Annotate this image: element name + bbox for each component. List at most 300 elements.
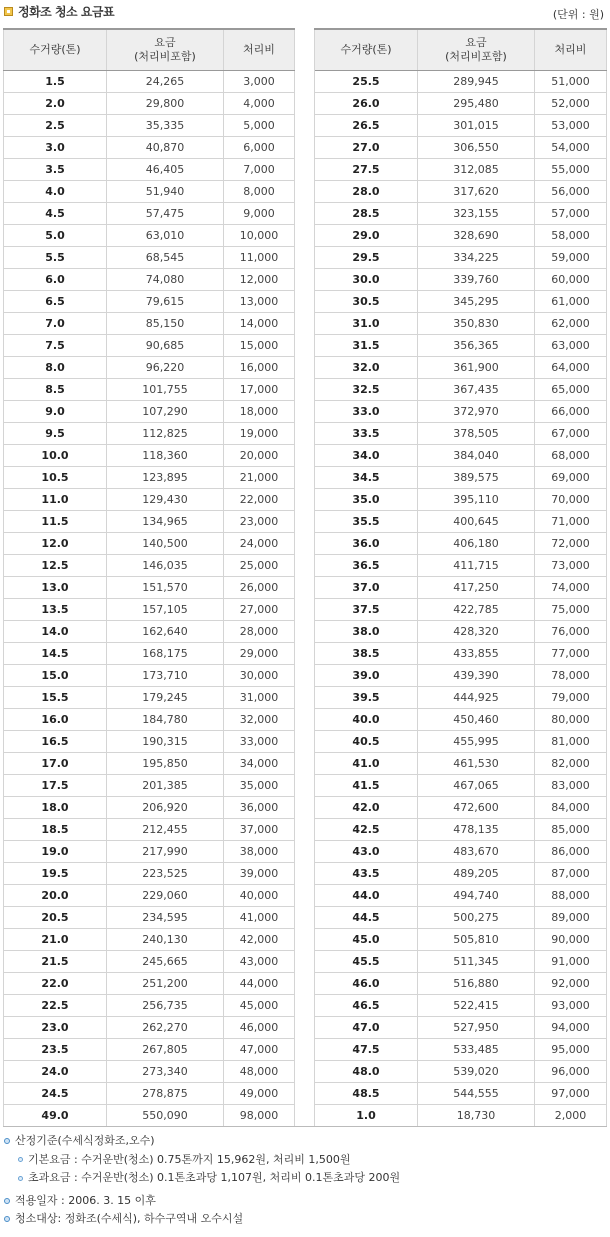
fee-cell: 212,455 — [107, 819, 224, 841]
table-row — [4, 313, 607, 335]
disposal-cell: 21,000 — [224, 467, 295, 489]
volume-cell: 11.5 — [4, 511, 107, 533]
fee-cell: 312,085 — [418, 159, 535, 181]
column-gap — [295, 335, 315, 357]
volume-cell: 24.0 — [4, 1061, 107, 1083]
fee-cell: 74,080 — [107, 269, 224, 291]
volume-cell: 24.5 — [4, 1083, 107, 1105]
column-gap — [295, 1083, 315, 1105]
fee-cell: 245,665 — [107, 951, 224, 973]
disposal-cell: 13,000 — [224, 291, 295, 313]
volume-cell: 44.5 — [315, 907, 418, 929]
volume-cell: 16.0 — [4, 709, 107, 731]
disposal-cell: 56,000 — [535, 181, 607, 203]
fee-cell: 372,970 — [418, 401, 535, 423]
volume-cell: 32.5 — [315, 379, 418, 401]
note-basic-fee-text: 기본요금 : 수거운반(청소) 0.75톤까지 15,962원, 처리비 1,500원 — [28, 1152, 351, 1166]
fee-cell: 223,525 — [107, 863, 224, 885]
fee-cell: 522,415 — [418, 995, 535, 1017]
disposal-cell: 57,000 — [535, 203, 607, 225]
fee-cell: 422,785 — [418, 599, 535, 621]
header-volume-right: 수거량(톤) — [315, 29, 418, 71]
header-fee-line1: 요금 — [154, 36, 176, 49]
column-gap — [295, 313, 315, 335]
disposal-cell: 51,000 — [535, 71, 607, 93]
table-row — [4, 885, 607, 907]
fee-cell: 489,205 — [418, 863, 535, 885]
volume-cell: 8.0 — [4, 357, 107, 379]
fee-cell: 140,500 — [107, 533, 224, 555]
volume-cell: 32.0 — [315, 357, 418, 379]
volume-cell: 43.0 — [315, 841, 418, 863]
column-gap — [295, 709, 315, 731]
volume-cell: 39.5 — [315, 687, 418, 709]
disposal-cell: 60,000 — [535, 269, 607, 291]
fee-cell: 40,870 — [107, 137, 224, 159]
volume-cell: 17.5 — [4, 775, 107, 797]
column-gap — [295, 599, 315, 621]
volume-cell: 20.0 — [4, 885, 107, 907]
volume-cell: 43.5 — [315, 863, 418, 885]
fee-cell: 345,295 — [418, 291, 535, 313]
sub-bullet-icon — [18, 1176, 23, 1181]
column-gap — [295, 401, 315, 423]
disposal-cell: 52,000 — [535, 93, 607, 115]
volume-cell: 33.5 — [315, 423, 418, 445]
table-row — [4, 489, 607, 511]
disposal-cell: 3,000 — [224, 71, 295, 93]
volume-cell: 1.0 — [315, 1105, 418, 1127]
disposal-cell: 92,000 — [535, 973, 607, 995]
disposal-cell: 23,000 — [224, 511, 295, 533]
fee-cell: 406,180 — [418, 533, 535, 555]
table-row — [4, 1061, 607, 1083]
table-row — [4, 951, 607, 973]
disposal-cell: 69,000 — [535, 467, 607, 489]
disposal-cell: 9,000 — [224, 203, 295, 225]
column-gap — [295, 973, 315, 995]
title-bullet-icon — [4, 7, 13, 16]
table-row — [4, 511, 607, 533]
disposal-cell: 40,000 — [224, 885, 295, 907]
fee-cell: 179,245 — [107, 687, 224, 709]
disposal-cell: 28,000 — [224, 621, 295, 643]
fee-cell: 301,015 — [418, 115, 535, 137]
disposal-cell: 33,000 — [224, 731, 295, 753]
volume-cell: 34.0 — [315, 445, 418, 467]
column-gap — [295, 225, 315, 247]
fee-cell: 146,035 — [107, 555, 224, 577]
bullet-icon — [4, 1216, 10, 1222]
header-fee-right — [418, 29, 535, 71]
table-row — [4, 797, 607, 819]
disposal-cell: 79,000 — [535, 687, 607, 709]
table-row — [4, 621, 607, 643]
volume-cell: 10.5 — [4, 467, 107, 489]
disposal-cell: 11,000 — [224, 247, 295, 269]
note-basis — [4, 1132, 400, 1151]
fee-cell: 206,920 — [107, 797, 224, 819]
fee-cell: 57,475 — [107, 203, 224, 225]
volume-cell: 45.0 — [315, 929, 418, 951]
disposal-cell: 24,000 — [224, 533, 295, 555]
table-row — [4, 995, 607, 1017]
volume-cell: 28.0 — [315, 181, 418, 203]
disposal-cell: 34,000 — [224, 753, 295, 775]
fee-cell: 129,430 — [107, 489, 224, 511]
disposal-cell: 25,000 — [224, 555, 295, 577]
disposal-cell: 61,000 — [535, 291, 607, 313]
disposal-cell: 76,000 — [535, 621, 607, 643]
column-gap — [295, 687, 315, 709]
column-gap — [295, 511, 315, 533]
volume-cell: 36.0 — [315, 533, 418, 555]
fee-cell: 195,850 — [107, 753, 224, 775]
volume-cell: 13.5 — [4, 599, 107, 621]
fee-cell: 516,880 — [418, 973, 535, 995]
fee-cell: 478,135 — [418, 819, 535, 841]
disposal-cell: 22,000 — [224, 489, 295, 511]
volume-cell: 21.0 — [4, 929, 107, 951]
table-row — [4, 753, 607, 775]
column-gap — [295, 29, 315, 71]
column-gap — [295, 951, 315, 973]
volume-cell: 37.5 — [315, 599, 418, 621]
column-gap — [295, 885, 315, 907]
header-fee-left — [107, 29, 224, 71]
column-gap — [295, 269, 315, 291]
volume-cell: 19.5 — [4, 863, 107, 885]
volume-cell: 1.5 — [4, 71, 107, 93]
column-gap — [295, 1039, 315, 1061]
volume-cell: 42.0 — [315, 797, 418, 819]
fee-cell: 168,175 — [107, 643, 224, 665]
column-gap — [295, 203, 315, 225]
disposal-cell: 72,000 — [535, 533, 607, 555]
note-basic-fee — [4, 1151, 400, 1170]
column-gap — [295, 71, 315, 93]
table-row — [4, 973, 607, 995]
table-row — [4, 357, 607, 379]
volume-cell: 25.5 — [315, 71, 418, 93]
column-gap — [295, 533, 315, 555]
volume-cell: 22.0 — [4, 973, 107, 995]
disposal-cell: 18,000 — [224, 401, 295, 423]
fee-cell: 367,435 — [418, 379, 535, 401]
volume-cell: 14.0 — [4, 621, 107, 643]
table-row — [4, 599, 607, 621]
disposal-cell: 58,000 — [535, 225, 607, 247]
volume-cell: 48.0 — [315, 1061, 418, 1083]
fee-cell: 334,225 — [418, 247, 535, 269]
table-header-row — [4, 29, 607, 71]
disposal-cell: 15,000 — [224, 335, 295, 357]
disposal-cell: 29,000 — [224, 643, 295, 665]
volume-cell: 27.5 — [315, 159, 418, 181]
volume-cell: 44.0 — [315, 885, 418, 907]
disposal-cell: 45,000 — [224, 995, 295, 1017]
volume-cell: 4.0 — [4, 181, 107, 203]
fee-cell: 101,755 — [107, 379, 224, 401]
disposal-cell: 74,000 — [535, 577, 607, 599]
volume-cell: 23.0 — [4, 1017, 107, 1039]
column-gap — [295, 379, 315, 401]
table-row — [4, 159, 607, 181]
disposal-cell: 94,000 — [535, 1017, 607, 1039]
fee-cell: 90,685 — [107, 335, 224, 357]
volume-cell: 34.5 — [315, 467, 418, 489]
disposal-cell: 96,000 — [535, 1061, 607, 1083]
fee-cell: 450,460 — [418, 709, 535, 731]
fee-cell: 428,320 — [418, 621, 535, 643]
volume-cell: 46.5 — [315, 995, 418, 1017]
table-row — [4, 1039, 607, 1061]
table-row — [4, 137, 607, 159]
volume-cell: 15.5 — [4, 687, 107, 709]
volume-cell: 12.0 — [4, 533, 107, 555]
column-gap — [295, 159, 315, 181]
volume-cell: 14.5 — [4, 643, 107, 665]
disposal-cell: 62,000 — [535, 313, 607, 335]
title-bar — [4, 3, 114, 19]
fee-cell: 107,290 — [107, 401, 224, 423]
table-row — [4, 269, 607, 291]
volume-cell: 29.0 — [315, 225, 418, 247]
volume-cell: 26.5 — [315, 115, 418, 137]
page-title: 정화조 청소 요금표 — [18, 4, 115, 19]
fee-cell: 112,825 — [107, 423, 224, 445]
disposal-cell: 20,000 — [224, 445, 295, 467]
fee-cell: 118,360 — [107, 445, 224, 467]
volume-cell: 33.0 — [315, 401, 418, 423]
disposal-cell: 89,000 — [535, 907, 607, 929]
column-gap — [295, 929, 315, 951]
table-row — [4, 335, 607, 357]
volume-cell: 9.5 — [4, 423, 107, 445]
fee-cell: 350,830 — [418, 313, 535, 335]
column-gap — [295, 1061, 315, 1083]
fee-table — [3, 28, 607, 1127]
fee-cell: 467,065 — [418, 775, 535, 797]
disposal-cell: 37,000 — [224, 819, 295, 841]
table-row — [4, 533, 607, 555]
volume-cell: 3.5 — [4, 159, 107, 181]
disposal-cell: 68,000 — [535, 445, 607, 467]
fee-cell: 295,480 — [418, 93, 535, 115]
disposal-cell: 46,000 — [224, 1017, 295, 1039]
disposal-cell: 71,000 — [535, 511, 607, 533]
fee-cell: 162,640 — [107, 621, 224, 643]
table-row — [4, 247, 607, 269]
disposal-cell: 82,000 — [535, 753, 607, 775]
disposal-cell: 81,000 — [535, 731, 607, 753]
disposal-cell: 85,000 — [535, 819, 607, 841]
fee-cell: 533,485 — [418, 1039, 535, 1061]
fee-cell: 35,335 — [107, 115, 224, 137]
volume-cell: 30.0 — [315, 269, 418, 291]
fee-cell: 472,600 — [418, 797, 535, 819]
disposal-cell: 77,000 — [535, 643, 607, 665]
disposal-cell: 49,000 — [224, 1083, 295, 1105]
sub-bullet-icon — [18, 1157, 23, 1162]
disposal-cell: 87,000 — [535, 863, 607, 885]
disposal-cell: 75,000 — [535, 599, 607, 621]
volume-cell: 6.5 — [4, 291, 107, 313]
fee-cell: 505,810 — [418, 929, 535, 951]
table-row — [4, 401, 607, 423]
table-row — [4, 93, 607, 115]
header-fee-line2: (처리비포함) — [445, 50, 507, 63]
column-gap — [295, 621, 315, 643]
note-target — [4, 1210, 400, 1229]
column-gap — [295, 753, 315, 775]
fee-cell: 85,150 — [107, 313, 224, 335]
fee-cell: 389,575 — [418, 467, 535, 489]
fee-cell: 411,715 — [418, 555, 535, 577]
volume-cell: 40.0 — [315, 709, 418, 731]
volume-cell: 29.5 — [315, 247, 418, 269]
table-row — [4, 467, 607, 489]
volume-cell: 41.0 — [315, 753, 418, 775]
fee-cell: 384,040 — [418, 445, 535, 467]
header-fee-line2: (처리비포함) — [134, 50, 196, 63]
column-gap — [295, 423, 315, 445]
table-row — [4, 819, 607, 841]
volume-cell: 31.5 — [315, 335, 418, 357]
disposal-cell: 27,000 — [224, 599, 295, 621]
column-gap — [295, 467, 315, 489]
column-gap — [295, 731, 315, 753]
fee-cell: 157,105 — [107, 599, 224, 621]
table-row — [4, 643, 607, 665]
disposal-cell: 91,000 — [535, 951, 607, 973]
column-gap — [295, 577, 315, 599]
header-volume-left: 수거량(톤) — [4, 29, 107, 71]
table-row — [4, 907, 607, 929]
volume-cell: 7.0 — [4, 313, 107, 335]
column-gap — [295, 489, 315, 511]
table-row — [4, 665, 607, 687]
disposal-cell: 86,000 — [535, 841, 607, 863]
note-effective-date-text: 적용일자 : 2006. 3. 15 이후 — [15, 1193, 156, 1207]
volume-cell: 15.0 — [4, 665, 107, 687]
column-gap — [295, 665, 315, 687]
column-gap — [295, 93, 315, 115]
table-row — [4, 445, 607, 467]
volume-cell: 7.5 — [4, 335, 107, 357]
volume-cell: 21.5 — [4, 951, 107, 973]
fee-cell: 151,570 — [107, 577, 224, 599]
column-gap — [295, 357, 315, 379]
volume-cell: 5.5 — [4, 247, 107, 269]
volume-cell: 41.5 — [315, 775, 418, 797]
volume-cell: 20.5 — [4, 907, 107, 929]
table-row — [4, 203, 607, 225]
volume-cell: 13.0 — [4, 577, 107, 599]
disposal-cell: 19,000 — [224, 423, 295, 445]
fee-cell: 306,550 — [418, 137, 535, 159]
disposal-cell: 6,000 — [224, 137, 295, 159]
table-row — [4, 775, 607, 797]
column-gap — [295, 247, 315, 269]
volume-cell: 2.0 — [4, 93, 107, 115]
disposal-cell: 41,000 — [224, 907, 295, 929]
disposal-cell: 10,000 — [224, 225, 295, 247]
fee-cell: 201,385 — [107, 775, 224, 797]
fee-cell: 444,925 — [418, 687, 535, 709]
disposal-cell: 83,000 — [535, 775, 607, 797]
disposal-cell: 12,000 — [224, 269, 295, 291]
table-row — [4, 225, 607, 247]
table-row — [4, 1083, 607, 1105]
disposal-cell: 16,000 — [224, 357, 295, 379]
disposal-cell: 35,000 — [224, 775, 295, 797]
note-excess-fee-text: 초과요금 : 수거운반(청소) 0.1톤초과당 1,107원, 처리비 0.1톤초과당 200원 — [28, 1171, 401, 1184]
disposal-cell: 73,000 — [535, 555, 607, 577]
volume-cell: 16.5 — [4, 731, 107, 753]
disposal-cell: 93,000 — [535, 995, 607, 1017]
volume-cell: 9.0 — [4, 401, 107, 423]
disposal-cell: 67,000 — [535, 423, 607, 445]
fee-cell: 262,270 — [107, 1017, 224, 1039]
column-gap — [295, 555, 315, 577]
volume-cell: 47.0 — [315, 1017, 418, 1039]
volume-cell: 36.5 — [315, 555, 418, 577]
volume-cell: 27.0 — [315, 137, 418, 159]
volume-cell: 23.5 — [4, 1039, 107, 1061]
table-row — [4, 379, 607, 401]
fee-cell: 494,740 — [418, 885, 535, 907]
column-gap — [295, 819, 315, 841]
fee-cell: 234,595 — [107, 907, 224, 929]
volume-cell: 28.5 — [315, 203, 418, 225]
table-row — [4, 423, 607, 445]
disposal-cell: 66,000 — [535, 401, 607, 423]
disposal-cell: 17,000 — [224, 379, 295, 401]
fee-cell: 378,505 — [418, 423, 535, 445]
volume-cell: 47.5 — [315, 1039, 418, 1061]
disposal-cell: 53,000 — [535, 115, 607, 137]
volume-cell: 49.0 — [4, 1105, 107, 1127]
column-gap — [295, 445, 315, 467]
disposal-cell: 63,000 — [535, 335, 607, 357]
volume-cell: 2.5 — [4, 115, 107, 137]
column-gap — [295, 841, 315, 863]
column-gap — [295, 181, 315, 203]
disposal-cell: 8,000 — [224, 181, 295, 203]
disposal-cell: 4,000 — [224, 93, 295, 115]
fee-cell: 229,060 — [107, 885, 224, 907]
fee-cell: 217,990 — [107, 841, 224, 863]
fee-cell: 500,275 — [418, 907, 535, 929]
column-gap — [295, 1105, 315, 1127]
column-gap — [295, 643, 315, 665]
volume-cell: 46.0 — [315, 973, 418, 995]
volume-cell: 35.0 — [315, 489, 418, 511]
fee-cell: 278,875 — [107, 1083, 224, 1105]
volume-cell: 30.5 — [315, 291, 418, 313]
disposal-cell: 39,000 — [224, 863, 295, 885]
fee-cell: 527,950 — [418, 1017, 535, 1039]
volume-cell: 38.0 — [315, 621, 418, 643]
column-gap — [295, 775, 315, 797]
fee-cell: 68,545 — [107, 247, 224, 269]
disposal-cell: 70,000 — [535, 489, 607, 511]
volume-cell: 40.5 — [315, 731, 418, 753]
table-row — [4, 181, 607, 203]
table-row — [4, 115, 607, 137]
disposal-cell: 26,000 — [224, 577, 295, 599]
